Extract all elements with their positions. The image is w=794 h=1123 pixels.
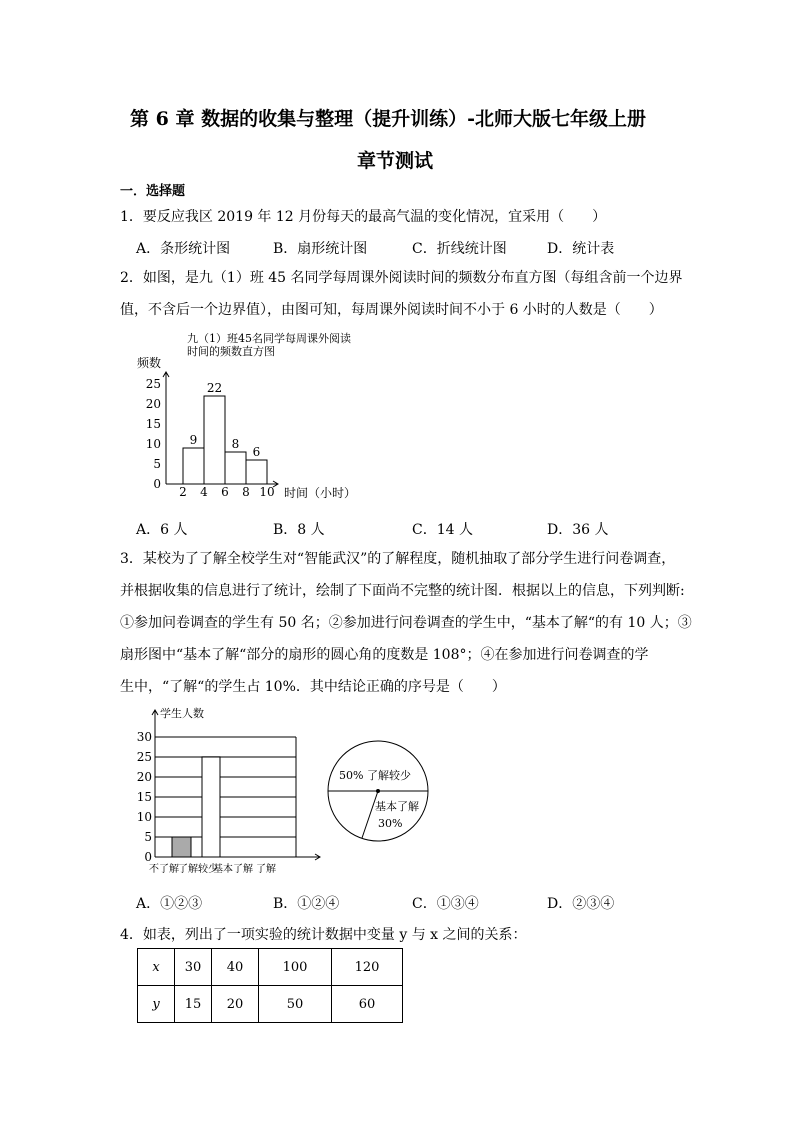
x-category-label: 不了解: [149, 864, 179, 875]
document-subtitle: 章节测试: [357, 150, 434, 172]
x-tick-label: 10: [259, 485, 275, 499]
bar-value-label: 9: [189, 433, 198, 447]
x-category-label: 了解: [256, 864, 276, 875]
q3-line-5: 生中，“了解“的学生占 10%．其中结论正确的序号是（ ）: [120, 679, 506, 695]
table-cell: 15: [175, 986, 212, 1023]
pie-percent-2: 30%: [378, 817, 403, 830]
histogram-ylabel: 频数: [137, 356, 162, 370]
q2-option-d[interactable]: D．36 人: [547, 522, 609, 538]
q3-line-2: 并根据收集的信息进行了统计，绘制了下面尚不完整的统计图．根据以上的信息，下列判断:: [120, 583, 685, 599]
histogram-title-1: 九（1）班45名同学每周课外阅读: [187, 332, 351, 345]
table-cell: 20: [212, 986, 259, 1023]
q3-line-1: 3．某校为了了解全校学生对“智能武汉”的了解程度，随机抽取了部分学生进行问卷调查，: [120, 551, 676, 567]
table-cell: 40: [212, 949, 259, 986]
bar-value-label: 22: [206, 381, 223, 395]
y-tick-label: 5: [144, 830, 152, 844]
q4-data-table: [137, 948, 403, 1023]
y-tick-label: 30: [136, 730, 152, 744]
q1-option-b[interactable]: B．扇形统计图: [273, 241, 368, 257]
y-tick-label: 25: [136, 750, 152, 764]
table-cell: x: [138, 949, 175, 986]
q4-text: 4．如表，列出了一项实验的统计数据中变量 y 与 x 之间的关系：: [120, 927, 527, 943]
table-cell: y: [138, 986, 175, 1023]
table-cell: 120: [332, 949, 403, 986]
bar-不了解: [172, 837, 191, 857]
q3-option-c[interactable]: C．①③④: [412, 896, 479, 912]
q3-option-d[interactable]: D．②③④: [547, 896, 615, 912]
y-tick-label: 0: [153, 477, 161, 491]
pie-label-1: 50% 了解较少: [339, 769, 411, 782]
q3-line-3: ①参加问卷调查的学生有 50 名；②参加进行问卷调查的学生中，“基本了解“的有 10 人；③: [120, 615, 692, 631]
q1-option-c[interactable]: C．折线统计图: [412, 241, 507, 257]
y-tick-label: 25: [145, 377, 161, 391]
q2-option-c[interactable]: C．14 人: [412, 522, 473, 538]
table-cell: 100: [259, 949, 332, 986]
x-category-label: 了解较少: [178, 864, 218, 875]
q2-option-b[interactable]: B．8 人: [273, 522, 325, 538]
pie-center: [376, 789, 380, 793]
document-title: 第 6 章 数据的收集与整理（提升训练）-北师大版七年级上册: [130, 108, 646, 130]
q2-line-1: 2．如图，是九（1）班 45 名同学每周课外阅读时间的频数分布直方图（每组含前一个边界: [120, 270, 683, 286]
table-cell: 50: [259, 986, 332, 1023]
q2-line-2: 值，不含后一个边界值），由图可知，每周课外阅读时间不小于 6 小时的人数是（ ）: [120, 302, 663, 318]
histogram-xlabel: 时间（小时）: [284, 486, 357, 500]
bar-了解较少: [202, 757, 220, 857]
y-tick-label: 15: [136, 790, 152, 804]
bar-ylabel: 学生人数: [160, 707, 204, 720]
bar-value-label: 6: [252, 445, 261, 459]
x-tick-label: 6: [221, 485, 229, 499]
table-row: [138, 949, 403, 986]
table-cell: 30: [175, 949, 212, 986]
q1-text: 1．要反应我区 2019 年 12 月份每天的最高气温的变化情况，宜采用（ ）: [120, 209, 607, 225]
q3-line-4: 扇形图中“基本了解“部分的扇形的圆心角的度数是 108°；④在参加进行问卷调查的学: [120, 647, 649, 663]
y-tick-label: 0: [144, 850, 152, 864]
q1-option-a[interactable]: A．条形统计图: [136, 241, 231, 257]
q1-option-d[interactable]: D．统计表: [547, 241, 615, 257]
histogram-title-2: 时间的频数直方图: [187, 345, 275, 358]
table-cell: 60: [332, 986, 403, 1023]
q3-option-b[interactable]: B．①②④: [273, 896, 340, 912]
x-category-label: 基本了解: [213, 864, 253, 875]
y-tick-label: 10: [136, 810, 152, 824]
pie-label-2: 基本了解: [375, 800, 419, 813]
q3-option-a[interactable]: A．①②③: [136, 896, 203, 912]
y-tick-label: 15: [145, 417, 161, 431]
x-tick-label: 4: [200, 485, 208, 499]
y-tick-label: 10: [145, 437, 161, 451]
section-heading: 一．选择题: [120, 184, 186, 199]
q2-option-a[interactable]: A．6 人: [136, 522, 188, 538]
table-row: [138, 986, 403, 1023]
bar-value-label: 8: [231, 437, 240, 451]
x-tick-label: 2: [179, 485, 187, 499]
y-tick-label: 20: [145, 397, 161, 411]
y-tick-label: 5: [153, 457, 161, 471]
y-tick-label: 20: [136, 770, 152, 784]
x-tick-label: 8: [242, 485, 250, 499]
